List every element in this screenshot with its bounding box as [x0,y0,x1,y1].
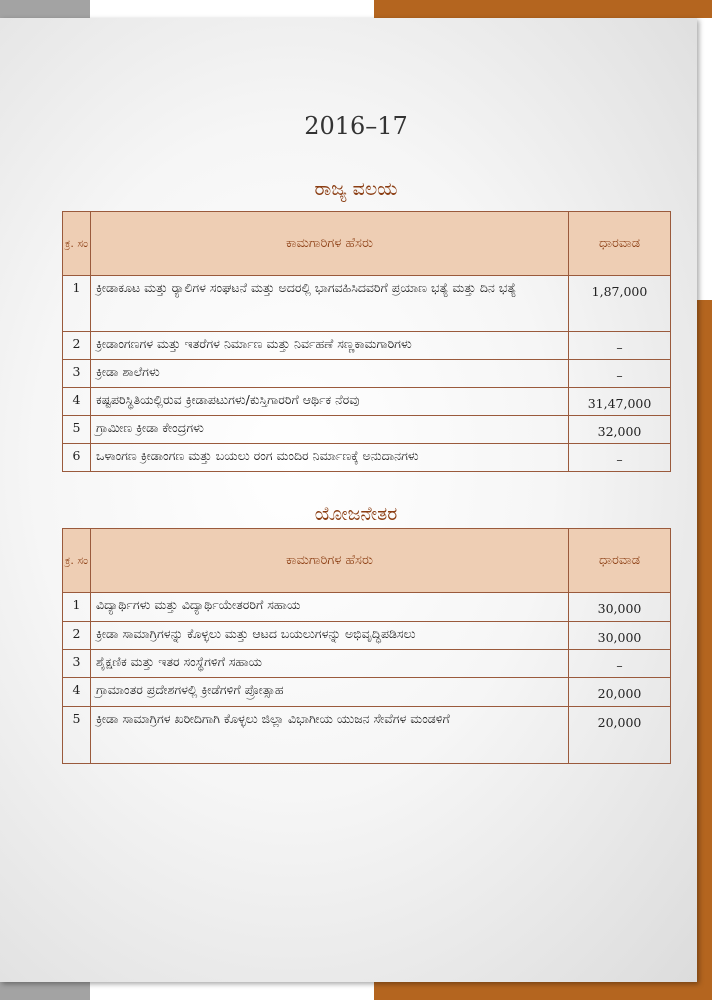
row-name: ಗ್ರಾಮಾಂತರ ಪ್ರದೇಶಗಳಲ್ಲಿ ಕ್ರೀಡೆಗಳಿಗೆ ಪ್ರೋತ್ಸಾಹ [91,678,569,707]
table-row [63,622,671,650]
table-row [63,332,671,360]
row-value: 30,000 [569,622,671,650]
bottom-brown-bar [374,982,712,1000]
row-value: 30,000 [569,593,671,622]
row-value: – [569,360,671,388]
row-name: ಕಷ್ಟಪರಿಸ್ಥಿತಿಯಲ್ಲಿರುವ ಕ್ರೀಡಾಪಟುಗಳು/ಕುಸ್ತಿಗಾರರಿಗೆ ಆರ್ಥಿಕ ನೆರವು [91,388,569,416]
row-name: ಕ್ರೀಡಾ ಶಾಲೆಗಳು [91,360,569,388]
row-name: ಕ್ರೀಡಾ ಸಾಮಾಗ್ರಿಗಳನ್ನು ಕೊಳ್ಳಲು ಮತ್ತು ಆಟದ ಬಯಲುಗಳನ್ನು ಅಭಿವೃದ್ಧಿಪಡಿಸಲು [91,622,569,650]
table-row [63,650,671,678]
row-name: ಗ್ರಾಮೀಣ ಕ್ರೀಡಾ ಕೇಂದ್ರಗಳು [91,416,569,444]
row-value: – [569,332,671,360]
row-value: – [569,650,671,678]
row-number: 6 [63,444,91,472]
header-dharwad: ಧಾರವಾಡ [569,212,671,276]
bottom-grey-bar [0,982,90,1000]
section-title-non-plan: ಯೋಜನೇತರ [314,503,398,525]
section-title-state-sector: ರಾಜ್ಯ ವಲಯ [314,178,398,200]
header-work-name: ಕಾಮಗಾರಿಗಳ ಹೆಸರು [91,529,569,593]
row-value: 1,87,000 [569,276,671,332]
row-number: 3 [63,650,91,678]
table-row [63,276,671,332]
row-number: 2 [63,622,91,650]
table-header-row [63,212,671,276]
top-grey-bar [0,0,90,18]
row-name: ಕ್ರೀಡಾಂಗಣಗಳ ಮತ್ತು ಇತರೆಗಳ ನಿರ್ಮಾಣ ಮತ್ತು ನಿರ್ವಹಣೆ ಸಣ್ಣಕಾಮಗಾರಿಗಳು [91,332,569,360]
row-number: 1 [63,593,91,622]
row-name: ವಿದ್ಯಾರ್ಥಿಗಳು ಮತ್ತು ವಿದ್ಯಾರ್ಥಿಯೇತರರಿಗೆ ಸಹಾಯ [91,593,569,622]
row-number: 4 [63,678,91,707]
row-number: 2 [63,332,91,360]
header-serial-number: ಕ್ರ. ಸಂ [63,529,91,593]
row-value: 20,000 [569,707,671,764]
header-work-name: ಕಾಮಗಾರಿಗಳ ಹೆಸರು [91,212,569,276]
non-plan-table [62,528,671,764]
table-row [63,444,671,472]
table-row [63,593,671,622]
row-name: ಒಳಾಂಗಣ ಕ್ರೀಡಾಂಗಣ ಮತ್ತು ಬಯಲು ರಂಗ ಮಂದಿರ ನಿರ್ಮಾಣಕ್ಕೆ ಅನುದಾನಗಳು [91,444,569,472]
row-number: 5 [63,707,91,764]
top-white-bar [90,0,374,18]
table-row [63,707,671,764]
bottom-white-bar [90,982,374,1000]
page-title: 2016–17 [304,112,408,140]
row-value: 32,000 [569,416,671,444]
top-brown-bar [374,0,712,18]
header-serial-number: ಕ್ರ. ಸಂ [63,212,91,276]
row-value: – [569,444,671,472]
table-row [63,388,671,416]
row-number: 1 [63,276,91,332]
row-number: 4 [63,388,91,416]
row-number: 3 [63,360,91,388]
state-sector-table [62,211,671,472]
row-value: 31,47,000 [569,388,671,416]
header-dharwad: ಧಾರವಾಡ [569,529,671,593]
row-name: ಕ್ರೀಡಾಕೂಟ ಮತ್ತು ರ‍್ಯಾಲಿಗಳ ಸಂಘಟನೆ ಮತ್ತು ಅದರಲ್ಲಿ ಭಾಗವಹಿಸಿದವರಿಗೆ ಪ್ರಯಾಣ ಭತ್ಯೆ ಮತ್ತು ದಿನ ಭತ್ಯೆ [91,276,569,332]
row-value: 20,000 [569,678,671,707]
row-name: ಶೈಕ್ಷಣಿಕ ಮತ್ತು ಇತರ ಸಂಸ್ಥೆಗಳಿಗೆ ಸಹಾಯ [91,650,569,678]
table-row [63,360,671,388]
table-header-row [63,529,671,593]
page-sheet [0,18,697,982]
row-name: ಕ್ರೀಡಾ ಸಾಮಾಗ್ರಿಗಳ ಖರೀದಿಗಾಗಿ ಕೊಳ್ಳಲು ಜಿಲ್ಲಾ ವಿಭಾಗೀಯ ಯುಜನ ಸೇವೆಗಳ ಮಂಡಳಿಗೆ [91,707,569,764]
table-row [63,678,671,707]
row-number: 5 [63,416,91,444]
table-row [63,416,671,444]
